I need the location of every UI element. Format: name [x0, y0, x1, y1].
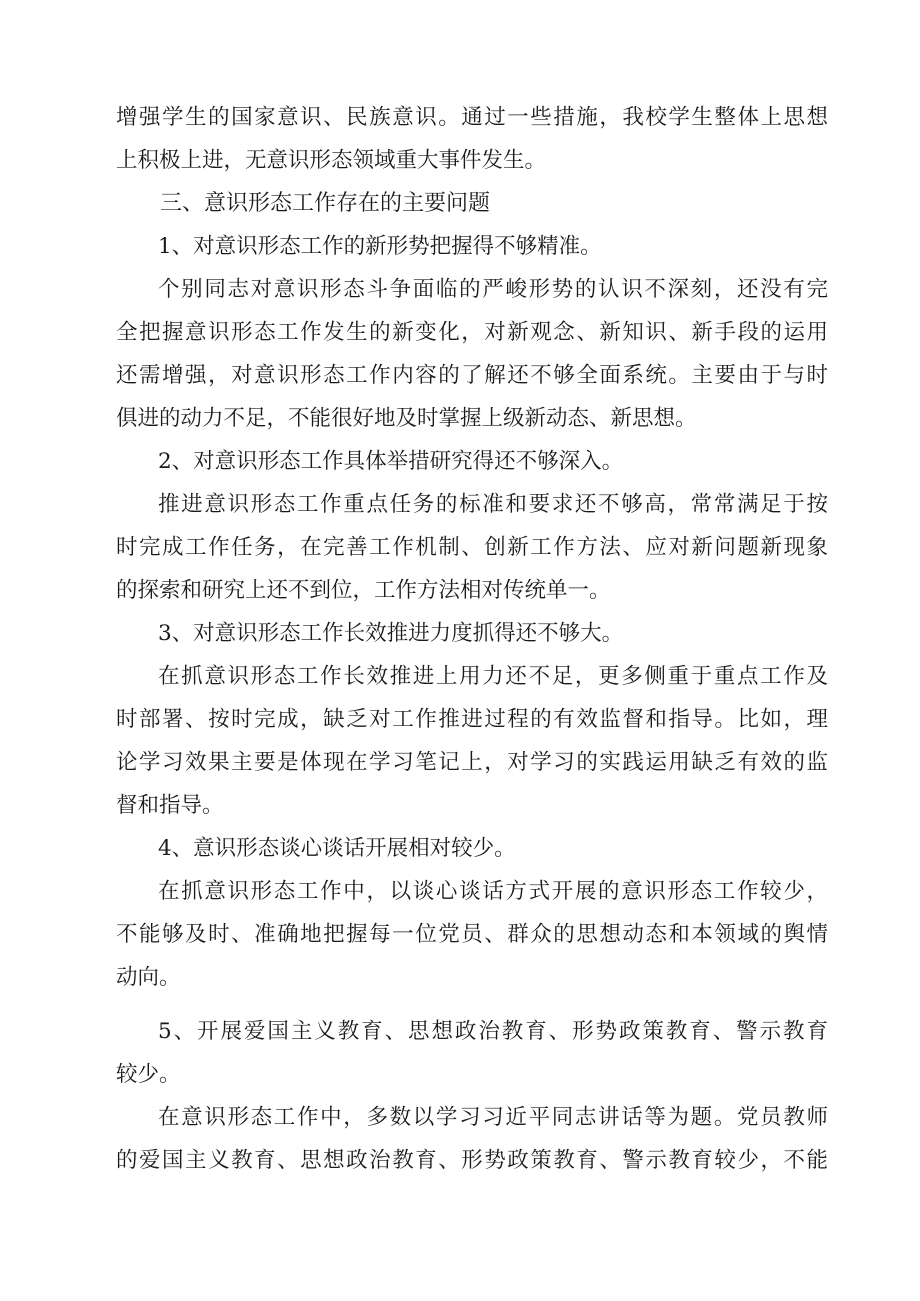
subsection-heading: 2、对意识形态工作具体举措研究得还不够深入。	[158, 449, 624, 474]
paragraph-line: 的爱国主义教育、思想政治教育、形势政策教育、警示教育较少，不能	[116, 1148, 828, 1173]
subsection-heading-continued: 较少。	[116, 1062, 181, 1087]
paragraph-line: 督和指导。	[116, 793, 224, 818]
section-heading: 三、意识形态工作存在的主要问题	[160, 191, 491, 216]
paragraph-line: 时完成工作任务，在完善工作机制、创新工作方法、应对新问题新现象	[116, 535, 828, 560]
subsection-heading: 4、意识形态谈心谈话开展相对较少。	[158, 836, 516, 861]
paragraph-line: 的探索和研究上还不到位，工作方法相对传统单一。	[116, 578, 611, 603]
subsection-heading: 1、对意识形态工作的新形势把握得不够精准。	[158, 234, 602, 259]
paragraph-line: 增强学生的国家意识、民族意识。通过一些措施，我校学生整体上思想	[116, 105, 828, 130]
paragraph-line: 在意识形态工作中，多数以学习习近平同志讲话等为题。党员教师	[158, 1105, 828, 1130]
paragraph-line: 动向。	[116, 965, 181, 990]
paragraph-line: 全把握意识形态工作发生的新变化，对新观念、新知识、新手段的运用	[116, 320, 828, 345]
paragraph-line: 俱进的动力不足，不能很好地及时掌握上级新动态、新思想。	[116, 406, 697, 431]
paragraph-line: 上积极上进，无意识形态领域重大事件发生。	[116, 148, 547, 173]
paragraph-line: 在抓意识形态工作中，以谈心谈话方式开展的意识形态工作较少，	[158, 879, 828, 904]
paragraph-line: 论学习效果主要是体现在学习笔记上，对学习的实践运用缺乏有效的监	[116, 750, 828, 775]
subsection-heading: 3、对意识形态工作长效推进力度抓得还不够大。	[158, 621, 624, 646]
paragraph-line: 在抓意识形态工作长效推进上用力还不足，更多侧重于重点工作及	[158, 664, 828, 689]
subsection-heading: 5、开展爱国主义教育、思想政治教育、形势政策教育、警示教育	[158, 1019, 828, 1044]
paragraph-line: 不能够及时、准确地把握每一位党员、群众的思想动态和本领域的舆情	[116, 922, 828, 947]
paragraph-line: 还需增强，对意识形态工作内容的了解还不够全面系统。主要由于与时	[116, 363, 828, 388]
paragraph-line: 推进意识形态工作重点任务的标准和要求还不够高，常常满足于按	[158, 492, 828, 517]
paragraph-line: 个别同志对意识形态斗争面临的严峻形势的认识不深刻，还没有完	[158, 277, 828, 302]
paragraph-line: 时部署、按时完成，缺乏对工作推进过程的有效监督和指导。比如，理	[116, 707, 828, 732]
